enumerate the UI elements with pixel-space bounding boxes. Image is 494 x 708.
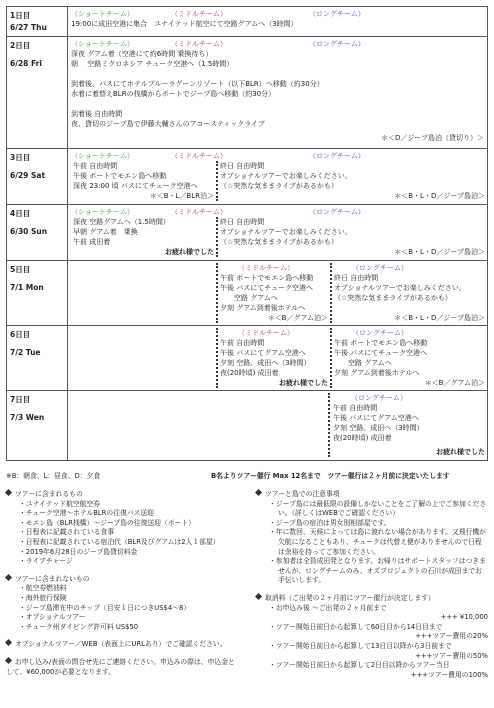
text-line: 午前 成田着 [73,238,111,246]
short-team-heading: （ショートチーム） [71,208,134,216]
day-number: 7日目 [10,395,31,404]
short-team-heading: （ショートチーム） [71,40,134,48]
short-team-heading: （ショートチーム） [71,152,134,160]
day-date: 7/1 Mon [10,283,44,292]
text-line: 午後 バスにてチューク空港へ [334,349,428,357]
meal-lodging: ＊＜B・L・D／ジープ島泊＞ [394,192,485,200]
day-row [7,326,488,391]
text-line: 取消料（ご出発の２ヶ月前にツアー催行が決定します） [265,593,435,602]
long-team-heading: （ロングチーム） [352,329,408,337]
schedule-line: 到着後 自由時間 [71,110,123,118]
long-team-heading: （ロングチーム） [309,208,365,216]
text-line: +++ツアー費用の20% [415,632,488,641]
day-number: 3日目 [10,153,31,162]
text-line: ・ モエン島（BLR桟橋）〜ジープ島の往復送迎（ボート） [28,519,238,529]
text-line: 午後 バスにてチューク空港へ [220,284,314,292]
middle-team-heading: （ミドルチーム） [171,152,227,160]
short-team-heading: （ショートチーム） [71,10,134,18]
text-line: 午前 自由時間 [220,339,265,347]
day-date: 6/27 Thu [10,23,47,32]
meal-lodging: ＊＜B・L・D／ジープ島泊＞ [394,248,485,256]
text-line: ・ ツアー開始日前日から起算して13日目以降から3日前まで [278,642,488,652]
day-date: 7/2 Tue [10,348,41,357]
long-team-heading: （ロングチーム） [309,152,365,160]
text-line: 夕刻 空路、成田へ（3時間） [220,359,311,367]
included-block [6,490,238,677]
diamond-icon [255,593,262,600]
day-row [7,205,488,261]
text-line: ・ お申込み後 〜ご出発の２ヶ月前まで [278,604,488,614]
day-row [7,391,488,461]
text-line: ・ ツアー開始日前日から起算して60日目から14日目まで [278,623,488,633]
meal-legend: ※B：朝食、L：昼食、D：夕食 [6,472,101,480]
text-line: ・ チューク空港〜ホテルBLRの往復バス送迎 [28,509,238,519]
diamond-icon [5,489,12,496]
day-number: 2日目 [10,41,31,50]
text-line: ・ 日程表に記載されている食事 [28,528,238,538]
meal-lodging: ＊＜B・L／BLR泊＞ [149,192,214,200]
text-line: ・ ジープ島には最低限の設備しかないことをご了解の上でご参加ください。（詳しくはWEBでご確認ください） [278,500,488,519]
text-line: ・ ユナイテッド航空航空券 [28,500,238,510]
meal-lodging: ＊＜B／グアム泊＞ [424,379,485,387]
text-line: ツアーに含まれるもの [15,490,83,498]
text-line: +++ツアー費用の50% [415,651,488,660]
text-line: お申し込み/表面の問合せ先にご連絡ください。申込みの際は、申込金として、¥60,000が必要となります。 [6,657,235,676]
text-line: オプショナルツアーでお楽しみください。 [220,228,352,236]
long-team-heading: （ロングチーム） [352,264,408,272]
day-row [7,261,488,326]
diamond-icon [5,639,12,646]
text-line: ツアーに含まれないもの [15,574,90,583]
text-line: 夕刻 グアム到着後ホテルへ [220,304,306,312]
schedule-line: 19:00に成田空港に集合 ユナイテッド航空にて空路グアムへ（3時間） [71,20,298,28]
text-line: （☆突然な気ままライブがあるかも） [220,238,338,246]
day-number: 1日目 [10,11,31,20]
text-line: 夕刻 空路、成田へ（3時間） [333,424,424,432]
text-line: 午前 自由時間 [333,404,378,412]
day-date: 6/29 Sat [10,171,46,180]
schedule-line: 水着に着替えBLRの桟橋からボートでジープ島へ移動（約30分） [71,90,276,98]
day-date: 6/28 Fri [10,59,42,68]
middle-team-heading: （ミドルチーム） [238,329,294,337]
text-line: ・ 年に数回、天候によっては島に渡れない場合があります。又飛行機が欠航になることもあり、チュークは代替え便がありませんので日程は余裕を持ってご参加ください。 [278,528,488,557]
day-row [7,7,488,37]
text-line: 午前 ボートでモエン島へ移動 [220,274,314,282]
notes-section [6,472,488,708]
long-team-heading: （ロングチーム） [309,10,365,18]
text-line: （☆突然な気ままライブがあるかも） [220,182,338,190]
text-line: 終日 自由時間 [220,218,265,226]
day-number: 4日目 [10,209,31,218]
text-line: 午前 ボートでモエン島へ移動 [334,339,428,347]
diamond-icon [5,657,12,664]
text-line: ・ 日程表に記載されている宿泊代（BLR及びグアムは2人１部屋） [28,538,238,548]
meal-lodging: ＊＜B／グアム泊＞ [267,314,328,322]
text-line: ・ ジープ島の宿泊は男女別相部屋です。 [278,519,488,529]
schedule-line: 到着後、バスにてホテルブルーラグーンリゾート（以下BLR）へ移動（約30分） [71,80,324,88]
text-line: ・ チューク州ダイビング許可料 US$50 [28,623,238,633]
text-line: 夜(20時頃) 成田着 [333,434,392,442]
day-date: 6/30 Sun [10,227,48,236]
schedule-line: 朝 空路ミクロネシア チューク空港へ（1.5時間） [71,60,234,68]
itinerary [6,6,488,461]
end-note: お疲れ様でした [279,379,328,387]
text-line: ・ ツアー開始日前日から起算して2日目以降からツアー当日 [278,661,488,671]
text-line: ・ オプショナルツアー [28,613,238,623]
text-line: ・ 海外旅行保険 [28,594,238,604]
text-line: ・ ジープ島滞在中のチップ（目安１日につきUS$4〜8） [28,604,238,614]
long-team-heading: （ロングチーム） [309,40,365,48]
text-line: 午後 バスにてグアム空港へ [220,349,306,357]
meal-lodging: ＊＜D／ジープ島泊（貸切り）＞ [380,134,484,142]
text-line: 夜(20時頃) 成田着 [220,369,279,377]
text-line: 空路 グアムへ [334,359,392,367]
diamond-icon [5,574,12,581]
text-line: +++ ¥10,000 [440,613,488,622]
end-note: お疲れ様でした [436,448,485,456]
text-line: 深夜 空路グアムへ（1.5時間） [73,218,170,226]
day-date: 7/3 Wen [10,413,45,422]
middle-team-heading: （ミドルチーム） [171,40,227,48]
schedule-table [6,6,488,461]
text-line: ・ 航空券燃油料 [28,584,238,594]
text-line: 午後 バスにてグアム空港へ [333,414,419,422]
text-line: +++ツアー費用の100% [410,670,488,679]
end-note: お疲れ様でした [165,248,214,256]
text-line: 終日 自由時間 [220,162,265,170]
text-line: オプショナルツアーでお楽しみください。 [334,284,466,292]
middle-team-heading: （ミドルチーム） [238,264,294,272]
meal-lodging: ＊＜B・L・D／ジープ島泊＞ [394,314,485,322]
text-line: 早朝 グアム着 乗換 [73,228,138,236]
day-number: 6日目 [10,330,31,339]
text-line: ・ 2019年6月28日のジープ島貸切料金 [28,548,238,558]
text-line: ツアーと島での注意事項 [265,490,340,498]
tour-minimum: B名よりツアー催行 Max 12名まで ツアー催行は２ヶ月前に決定いたします [211,472,450,480]
text-line: オプショナルツアー／WEB（表面上にURLあり）でご確認ください。 [15,640,227,649]
middle-team-heading: （ミドルチーム） [171,208,227,216]
text-line: オプショナルツアーでお楽しみください。 [220,172,352,180]
schedule-line: 夜、貸切のジープ島で伊藤大輔さんのアコースティックライブ [71,120,265,128]
text-line: 午前 自由時間 [73,162,118,170]
day-row [7,149,488,205]
text-line: 空路 グアムへ [220,294,278,302]
text-line: 深夜 23:00 頃 バスにてチューク空港へ [73,182,198,190]
long-team-heading: （ロングチーム） [351,394,407,402]
text-line: 午後 ボートでモエン島へ移動 [73,172,167,180]
text-line: ・ 参加者は全員成田発となります。お帰りはサポートスタッフはつきませんが、ロングチームのみ、オズプロジェクトの石川が成田までお手伝いします。 [278,557,488,586]
diamond-icon [255,489,262,496]
day-row [7,37,488,149]
text-line: 夕刻 グアム到着後ホテルへ [334,369,420,377]
caution-block [256,490,488,680]
text-line: 終日 自由時間 [334,274,379,282]
schedule-line: 深夜 グアム着（空港にて約6時間 乗換待ち） [71,50,213,58]
middle-team-heading: （ミドルチーム） [171,10,227,18]
text-line: （☆突然な気ままライブがあるかも） [334,294,452,302]
text-line: ・ ライブチャージ [28,557,238,567]
day-number: 5日目 [10,265,31,274]
